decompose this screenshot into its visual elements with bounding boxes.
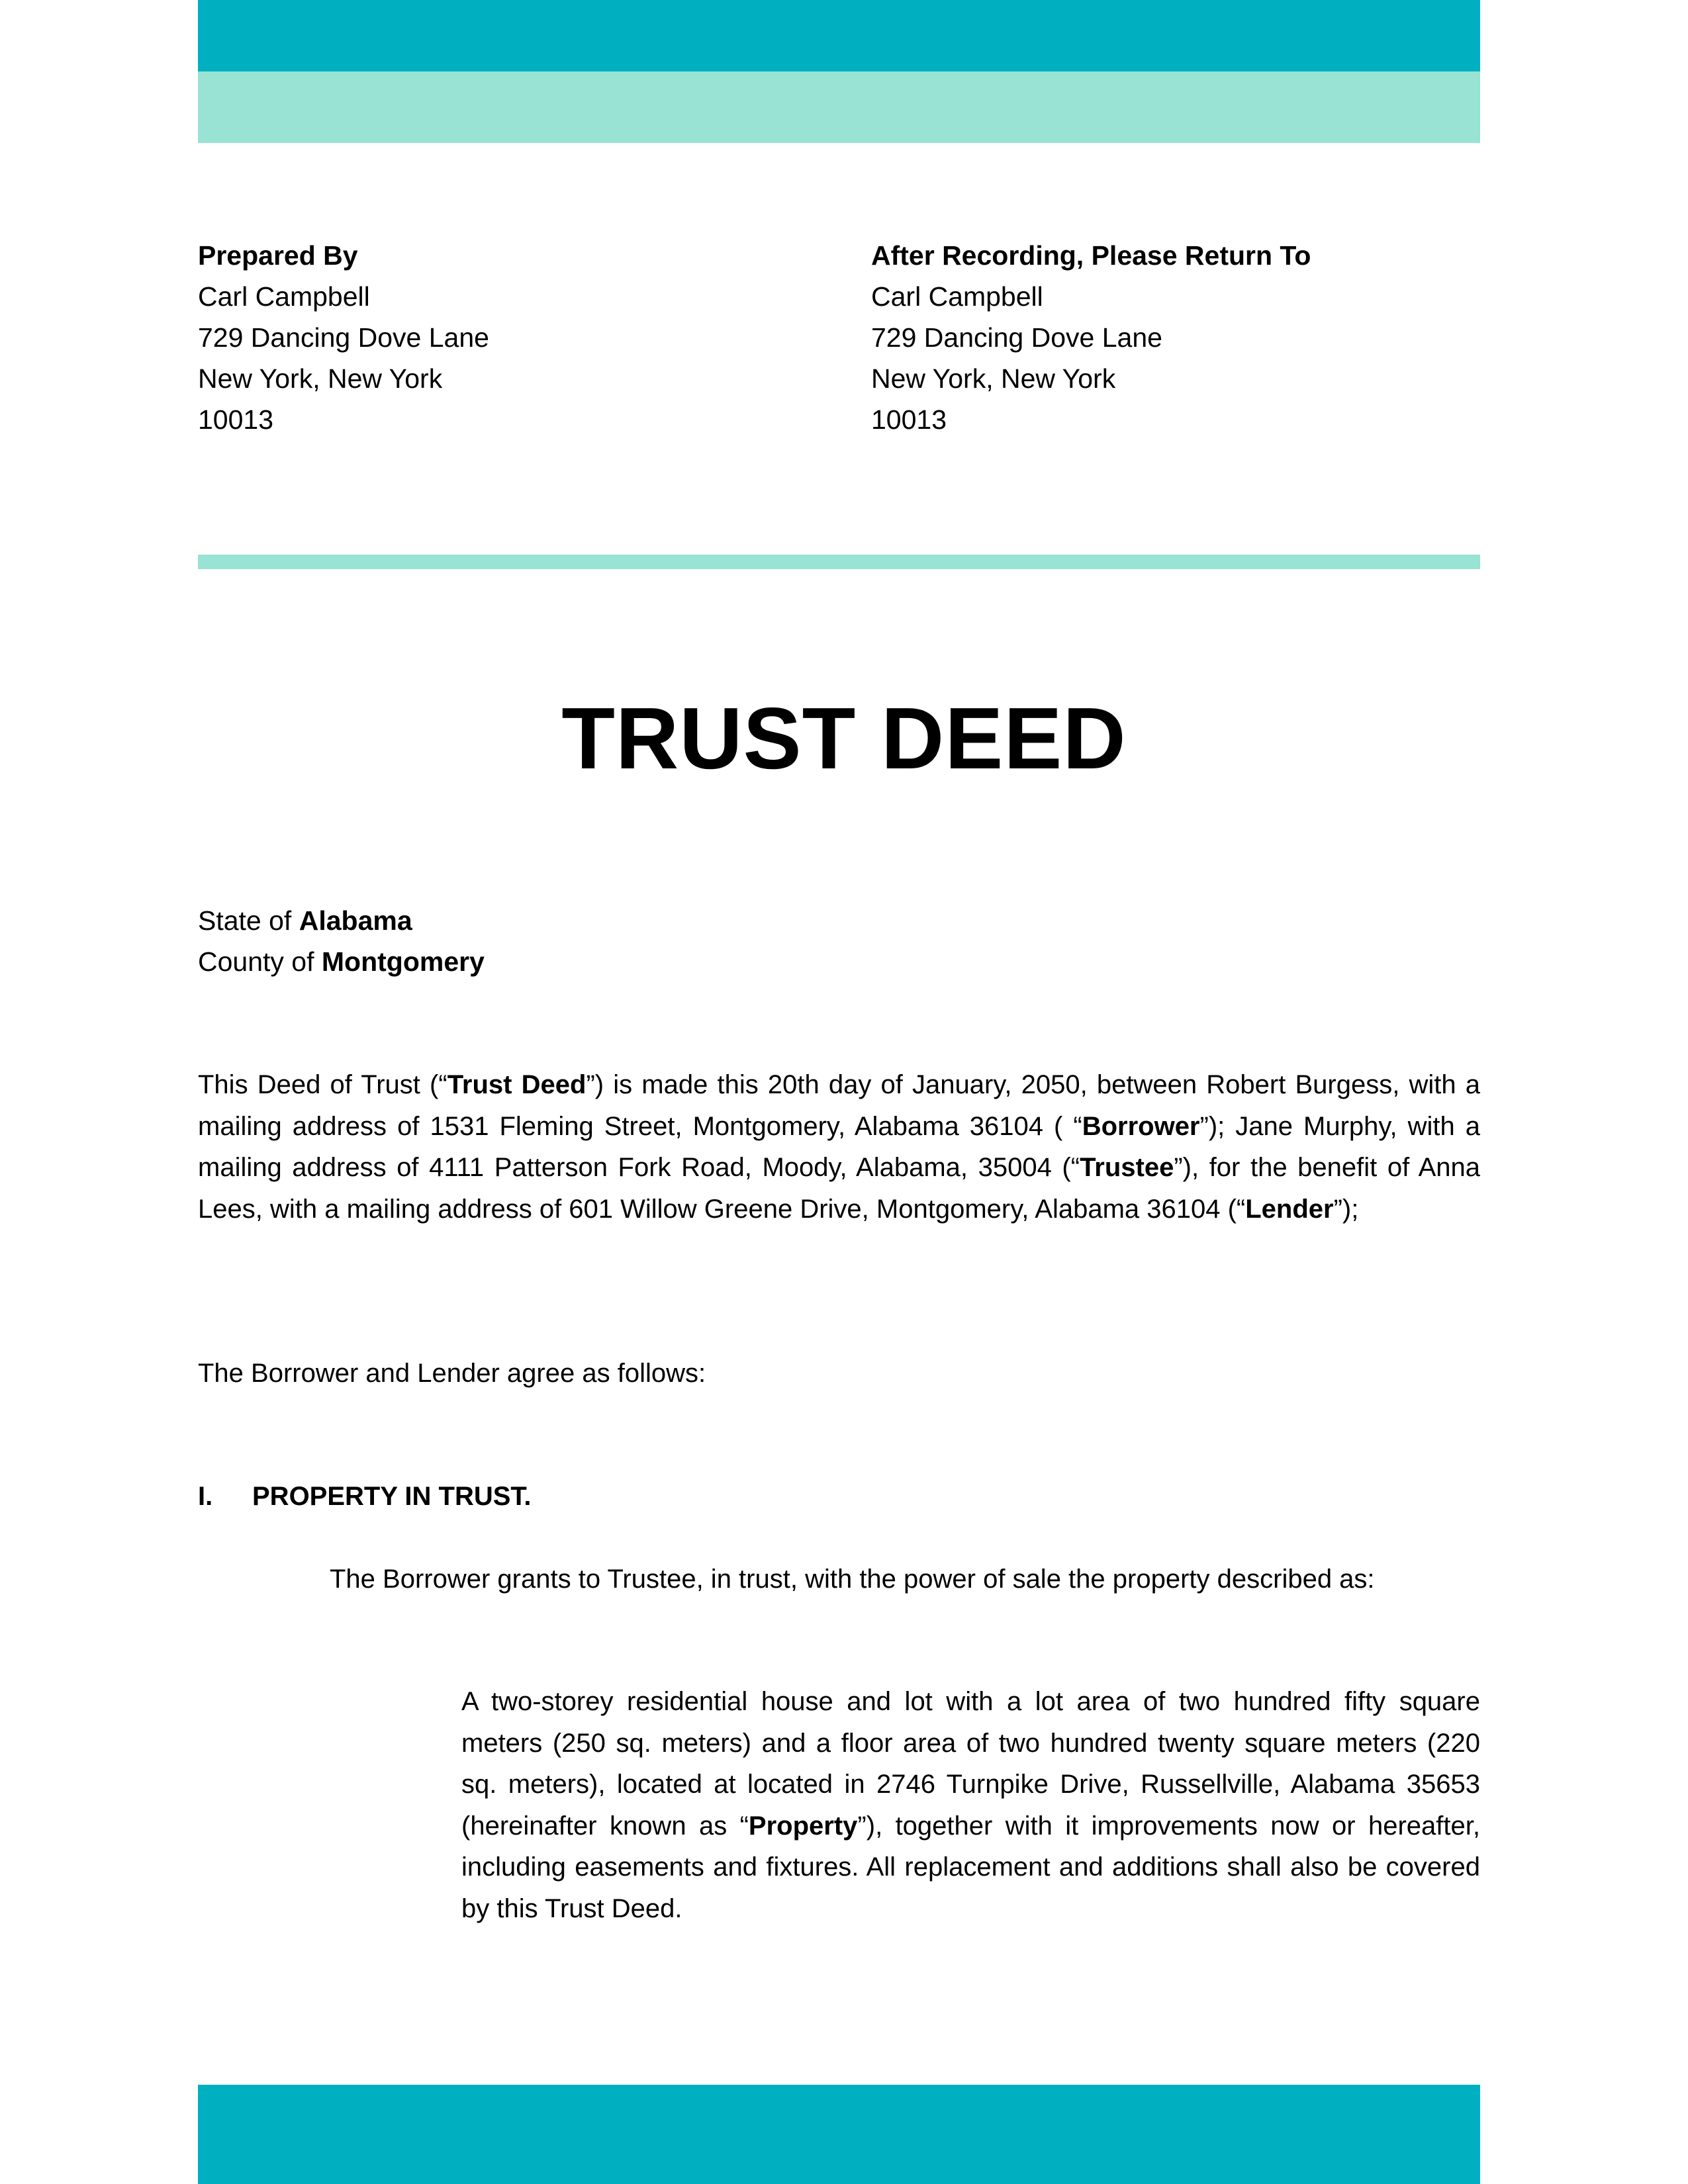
term-trustee: Trustee [1080, 1153, 1174, 1182]
county-value: Montgomery [321, 946, 485, 977]
intro-paragraph [198, 1064, 1480, 1230]
return-to-name: Carl Campbell [871, 281, 1043, 312]
footer-band-teal [198, 2085, 1480, 2184]
prepared-by-street: 729 Dancing Dove Lane [198, 322, 489, 353]
section-title: PROPERTY IN TRUST. [252, 1482, 532, 1511]
prepared-by-city: New York, New York [198, 363, 443, 394]
text: ”), together with it improvements now or hereafter, including easements and fixtures. All replacement and additions shall also be covered by this Trust Deed. [461, 1811, 1480, 1923]
text: ”) is made this 20th day of January, 2050, between Robert Burgess, with a mailing address of 1531 Fleming Street, Montgomery, Alabama 36104 ( “ [198, 1070, 1481, 1141]
document-title: TRUST DEED [561, 690, 1127, 787]
prepared-by-heading: Prepared By [198, 240, 358, 271]
return-to-street: 729 Dancing Dove Lane [871, 322, 1162, 353]
section-divider [198, 555, 1480, 569]
state-value: Alabama [299, 905, 412, 936]
return-to-block [871, 235, 1311, 440]
state-label: State of [198, 905, 299, 936]
term-lender: Lender [1245, 1194, 1334, 1224]
section-heading [198, 1476, 532, 1517]
text: ”); [1333, 1194, 1359, 1224]
prepared-by-block [198, 235, 489, 440]
text: This Deed of Trust (“ [198, 1070, 447, 1099]
return-to-zip: 10013 [871, 404, 947, 435]
county-label: County of [198, 946, 322, 977]
text: ”); Jane Murphy, with a mailing address of 4111 Patterson Fork Road, Moody, Alabama, 35004 (“ [198, 1111, 1480, 1182]
text: ”), for the benefit of Anna Lees, with a mailing address of 601 Willow Greene Drive, Montgomery, Alabama 36104 (“ [198, 1153, 1480, 1224]
section-number: I. [198, 1482, 213, 1511]
text: A two-storey residential house and lot with a lot area of two hundred fifty square meters (250 sq. meters) and a floor area of two hundred twenty square meters (220 sq. meters), located at located in 2746 Turnpike Drive, Russellville, Alabama 35653 (hereinafter known as “ [461, 1687, 1480, 1841]
property-description [461, 1681, 1480, 1929]
prepared-by-zip: 10013 [198, 404, 274, 435]
header-band-mint [198, 71, 1480, 143]
header-band-teal [198, 0, 1480, 71]
term-borrower: Borrower [1082, 1111, 1200, 1141]
agreement-line: The Borrower and Lender agree as follows: [198, 1359, 706, 1388]
grant-paragraph: The Borrower grants to Trustee, in trust, with the power of sale the property described as: [330, 1565, 1375, 1594]
return-to-city: New York, New York [871, 363, 1116, 394]
return-to-heading: After Recording, Please Return To [871, 240, 1311, 271]
term-property: Property [748, 1811, 858, 1841]
state-line [198, 900, 485, 941]
term-trust-deed: Trust Deed [447, 1070, 586, 1099]
county-line [198, 941, 485, 982]
prepared-by-name: Carl Campbell [198, 281, 370, 312]
jurisdiction-block [198, 900, 485, 982]
